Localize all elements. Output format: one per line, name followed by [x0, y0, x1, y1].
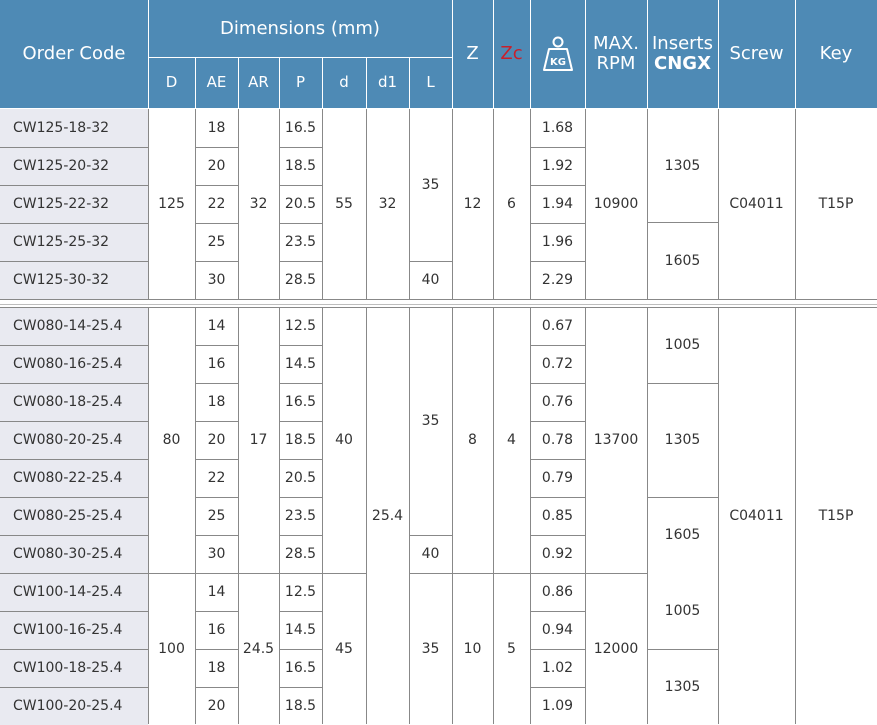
grid-line — [0, 687, 148, 688]
grid-line — [279, 223, 322, 224]
header-dim-3 — [279, 57, 322, 108]
p-cell: 28.5 — [284, 546, 317, 562]
grid-line — [195, 573, 238, 574]
grid-line — [279, 459, 322, 460]
insert-cell: 1605 — [664, 527, 701, 543]
grid-line — [530, 649, 585, 650]
grid-line — [530, 307, 531, 724]
weight-cell: 2.29 — [541, 272, 574, 288]
header-separator — [647, 0, 648, 108]
weight-cell: 0.76 — [541, 394, 574, 410]
ae-cell: 30 — [207, 272, 226, 288]
grid-line — [0, 573, 148, 574]
length-cell: 35 — [421, 413, 440, 429]
grid-line — [279, 649, 322, 650]
p-cell: 20.5 — [284, 470, 317, 486]
grid-line — [148, 573, 195, 574]
rpm-cell: 13700 — [593, 432, 639, 448]
ae-cell: 16 — [207, 622, 226, 638]
order-code-cell: CW125-22-32 — [0, 185, 148, 223]
grid-line — [279, 109, 280, 299]
grid-line — [647, 649, 718, 650]
p-cell: 23.5 — [284, 508, 317, 524]
rpm-cell: 12000 — [593, 641, 639, 657]
grid-line — [530, 383, 585, 384]
grid-line — [279, 421, 322, 422]
header-separator — [530, 0, 531, 108]
grid-line — [279, 185, 322, 186]
header-separator — [409, 57, 410, 108]
header-separator — [195, 57, 196, 108]
weight-cell: 1.94 — [541, 196, 574, 212]
ae-cell: 16 — [207, 356, 226, 372]
header-dim-label: AR — [248, 73, 269, 92]
grid-line — [0, 421, 148, 422]
d-diameter-cell: 125 — [158, 196, 185, 212]
header-rpm-label: RPM — [596, 53, 636, 74]
order-code-cell: CW100-14-25.4 — [0, 573, 148, 611]
header-dimensions — [148, 0, 452, 57]
header-dim-label: D — [165, 73, 178, 92]
header-dim-5 — [366, 57, 409, 108]
header-inserts-label: Inserts — [651, 33, 713, 55]
grid-line — [195, 261, 238, 262]
header-separator — [366, 57, 367, 108]
p-cell: 18.5 — [284, 698, 317, 714]
grid-line — [530, 611, 585, 612]
header-max-rpm-stack — [593, 34, 639, 74]
grid-line — [409, 261, 452, 262]
header-max-rpm — [585, 0, 647, 108]
p-cell: 20.5 — [284, 196, 317, 212]
order-code-cell: CW080-18-25.4 — [0, 383, 148, 421]
grid-line — [530, 497, 585, 498]
header-separator — [718, 0, 719, 108]
grid-line — [647, 383, 718, 384]
grid-line — [279, 535, 322, 536]
grid-line — [195, 421, 238, 422]
insert-cell: 1005 — [664, 603, 701, 619]
grid-line — [195, 147, 238, 148]
grid-line — [0, 223, 148, 224]
weight-cell: 0.67 — [541, 318, 574, 334]
grid-line — [718, 109, 719, 299]
order-code-cell: CW080-20-25.4 — [0, 421, 148, 459]
grid-line — [0, 459, 148, 460]
header-separator — [148, 0, 149, 108]
grid-line — [195, 535, 238, 536]
ar-cell: 32 — [249, 196, 268, 212]
grid-line — [530, 261, 585, 262]
header-dim-label: d1 — [377, 73, 398, 92]
grid-line — [585, 307, 586, 724]
grid-line — [409, 109, 410, 299]
d-diameter-cell: 100 — [158, 641, 185, 657]
header-separator — [795, 0, 796, 108]
header-dim-label: d — [339, 73, 349, 92]
grid-line — [0, 147, 148, 148]
grid-line — [279, 147, 322, 148]
order-code-cell: CW125-20-32 — [0, 147, 148, 185]
grid-line — [530, 185, 585, 186]
insert-cell: 1005 — [664, 337, 701, 353]
order-code-cell: CW100-18-25.4 — [0, 649, 148, 687]
grid-line — [238, 109, 239, 299]
grid-line — [0, 299, 877, 300]
weight-cell: 1.02 — [541, 660, 574, 676]
d-diameter-cell: 80 — [162, 432, 181, 448]
order-code-cell: CW080-30-25.4 — [0, 535, 148, 573]
length-cell: 40 — [421, 272, 440, 288]
ae-cell: 14 — [207, 584, 226, 600]
ae-cell: 25 — [207, 508, 226, 524]
p-cell: 14.5 — [284, 356, 317, 372]
d1-cell: 25.4 — [371, 508, 404, 524]
ae-cell: 18 — [207, 660, 226, 676]
header-dim-2 — [238, 57, 279, 108]
header-zc-label: Zc — [500, 43, 523, 65]
p-cell: 28.5 — [284, 272, 317, 288]
grid-line — [530, 345, 585, 346]
grid-line — [322, 109, 323, 299]
z-cell: 8 — [468, 432, 477, 448]
grid-line — [409, 573, 647, 574]
ar-cell: 24.5 — [242, 641, 275, 657]
weight-cell: 0.86 — [541, 584, 574, 600]
grid-line — [279, 687, 322, 688]
header-separator — [279, 57, 280, 108]
grid-line — [195, 687, 238, 688]
order-code-cell: CW080-25-25.4 — [0, 497, 148, 535]
grid-line — [493, 307, 494, 724]
ae-cell: 25 — [207, 234, 226, 250]
grid-line — [647, 109, 648, 299]
header-separator — [452, 0, 453, 108]
header-dim-4 — [322, 57, 366, 108]
p-cell: 12.5 — [284, 318, 317, 334]
grid-line — [530, 147, 585, 148]
grid-line — [0, 345, 148, 346]
bore-d-cell: 55 — [335, 196, 353, 212]
header-dim-label: P — [295, 73, 306, 92]
header-z-label: Z — [466, 43, 479, 65]
weight-cell: 0.94 — [541, 622, 574, 638]
p-cell: 14.5 — [284, 622, 317, 638]
zc-cell: 5 — [507, 641, 516, 657]
weight-cell: 1.96 — [541, 234, 574, 250]
grid-line — [279, 497, 322, 498]
grid-line — [493, 109, 494, 299]
grid-line — [0, 649, 148, 650]
screw-cell: C04011 — [729, 196, 784, 212]
grid-line — [647, 307, 648, 724]
p-cell: 16.5 — [284, 120, 317, 136]
header-order-code-label: Order Code — [22, 43, 126, 65]
weight-cell: 1.09 — [541, 698, 574, 714]
grid-line — [279, 383, 322, 384]
ae-cell: 22 — [207, 196, 226, 212]
grid-line — [0, 611, 148, 612]
bore-d-cell: 45 — [335, 641, 353, 657]
header-separator — [238, 57, 239, 108]
header-dimensions-label: Dimensions (mm) — [220, 17, 380, 39]
grid-line — [195, 649, 238, 650]
grid-line — [195, 459, 238, 460]
p-cell: 16.5 — [284, 394, 317, 410]
grid-line — [322, 573, 366, 574]
order-code-cell: CW125-30-32 — [0, 261, 148, 299]
grid-line — [530, 109, 531, 299]
header-screw-label: Screw — [729, 43, 784, 65]
zc-cell: 6 — [507, 196, 516, 212]
header-zc — [493, 0, 530, 108]
p-cell: 23.5 — [284, 234, 317, 250]
weight-cell: 1.92 — [541, 158, 574, 174]
ae-cell: 20 — [207, 432, 226, 448]
grid-line — [530, 223, 585, 224]
order-code-cell: CW125-25-32 — [0, 223, 148, 261]
grid-line — [530, 421, 585, 422]
kg-weight-icon — [541, 35, 575, 73]
grid-line — [718, 307, 719, 724]
bore-d-cell: 40 — [335, 432, 353, 448]
grid-line — [195, 307, 196, 724]
header-dim-0 — [148, 57, 195, 108]
weight-cell: 1.68 — [541, 120, 574, 136]
weight-cell: 0.85 — [541, 508, 574, 524]
header-dim-label: L — [426, 73, 435, 92]
header-dim-label: AE — [206, 73, 227, 92]
p-cell: 18.5 — [284, 158, 317, 174]
header-separator — [322, 57, 323, 108]
grid-line — [452, 109, 453, 299]
p-cell: 18.5 — [284, 432, 317, 448]
grid-line — [279, 611, 322, 612]
order-code-cell: CW125-18-32 — [0, 109, 148, 147]
grid-line — [195, 345, 238, 346]
order-code-cell: CW080-16-25.4 — [0, 345, 148, 383]
grid-line — [0, 535, 148, 536]
grid-line — [409, 307, 410, 724]
grid-line — [195, 497, 238, 498]
header-key-label: Key — [819, 43, 853, 65]
ae-cell: 22 — [207, 470, 226, 486]
grid-line — [530, 535, 585, 536]
rpm-cell: 10900 — [593, 196, 639, 212]
grid-line — [585, 109, 586, 299]
d1-cell: 32 — [378, 196, 397, 212]
grid-line — [647, 222, 718, 223]
header-inserts-stack — [652, 34, 713, 74]
grid-line — [195, 611, 238, 612]
weight-cell: 0.79 — [541, 470, 574, 486]
kg-icon-text: KG — [549, 57, 566, 68]
length-cell: 35 — [421, 177, 440, 193]
grid-line — [195, 383, 238, 384]
grid-line — [366, 109, 367, 299]
grid-line — [279, 345, 322, 346]
key-cell: T15P — [818, 196, 854, 212]
length-cell: 40 — [421, 546, 440, 562]
grid-line — [0, 261, 148, 262]
grid-line — [795, 109, 796, 299]
header-weight — [530, 0, 585, 108]
grid-line — [195, 223, 238, 224]
grid-line — [647, 497, 718, 498]
insert-cell: 1305 — [664, 432, 701, 448]
ae-cell: 18 — [207, 394, 226, 410]
grid-line — [530, 687, 585, 688]
ae-cell: 18 — [207, 120, 226, 136]
header-dim-6 — [409, 57, 452, 108]
header-max-label: MAX. — [593, 33, 639, 55]
grid-line — [238, 307, 239, 724]
p-cell: 16.5 — [284, 660, 317, 676]
ae-cell: 20 — [207, 158, 226, 174]
grid-line — [279, 307, 280, 724]
weight-cell: 0.78 — [541, 432, 574, 448]
header-screw — [718, 0, 795, 108]
header-order-code — [0, 0, 148, 108]
length-cell: 35 — [421, 641, 440, 657]
screw-cell: C04011 — [729, 508, 784, 524]
grid-line — [195, 109, 196, 299]
grid-line — [195, 185, 238, 186]
order-code-cell: CW100-16-25.4 — [0, 611, 148, 649]
grid-line — [409, 535, 452, 536]
grid-line — [238, 573, 279, 574]
insert-cell: 1605 — [664, 252, 701, 269]
order-code-cell: CW080-14-25.4 — [0, 307, 148, 345]
header-key — [795, 0, 877, 108]
header-dim-1 — [195, 57, 238, 108]
grid-line — [795, 307, 796, 724]
grid-line — [0, 185, 148, 186]
header-z — [452, 0, 493, 108]
header-separator — [493, 0, 494, 108]
grid-line — [279, 573, 322, 574]
header-separator — [585, 0, 586, 108]
ae-cell: 20 — [207, 698, 226, 714]
p-cell: 12.5 — [284, 584, 317, 600]
grid-line — [452, 307, 453, 724]
insert-cell: 1305 — [664, 679, 701, 695]
key-cell: T15P — [818, 508, 854, 524]
grid-line — [0, 497, 148, 498]
zc-cell: 4 — [507, 432, 516, 448]
group-separator — [0, 304, 877, 305]
order-code-cell: CW080-22-25.4 — [0, 459, 148, 497]
weight-cell: 0.72 — [541, 356, 574, 372]
grid-line — [279, 261, 322, 262]
z-cell: 10 — [463, 641, 482, 657]
weight-cell: 0.92 — [541, 546, 574, 562]
order-code-cell: CW100-20-25.4 — [0, 687, 148, 725]
ar-cell: 17 — [249, 432, 268, 448]
insert-cell: 1305 — [664, 157, 701, 174]
grid-line — [0, 383, 148, 384]
header-cngx-label: CNGX — [654, 53, 711, 74]
grid-line — [0, 307, 877, 308]
grid-line — [530, 459, 585, 460]
grid-line — [148, 109, 149, 299]
z-cell: 12 — [463, 196, 482, 212]
grid-line — [148, 307, 149, 724]
header-inserts — [647, 0, 718, 108]
grid-line — [366, 307, 367, 724]
ae-cell: 30 — [207, 546, 226, 562]
grid-line — [322, 307, 323, 724]
ae-cell: 14 — [207, 318, 226, 334]
